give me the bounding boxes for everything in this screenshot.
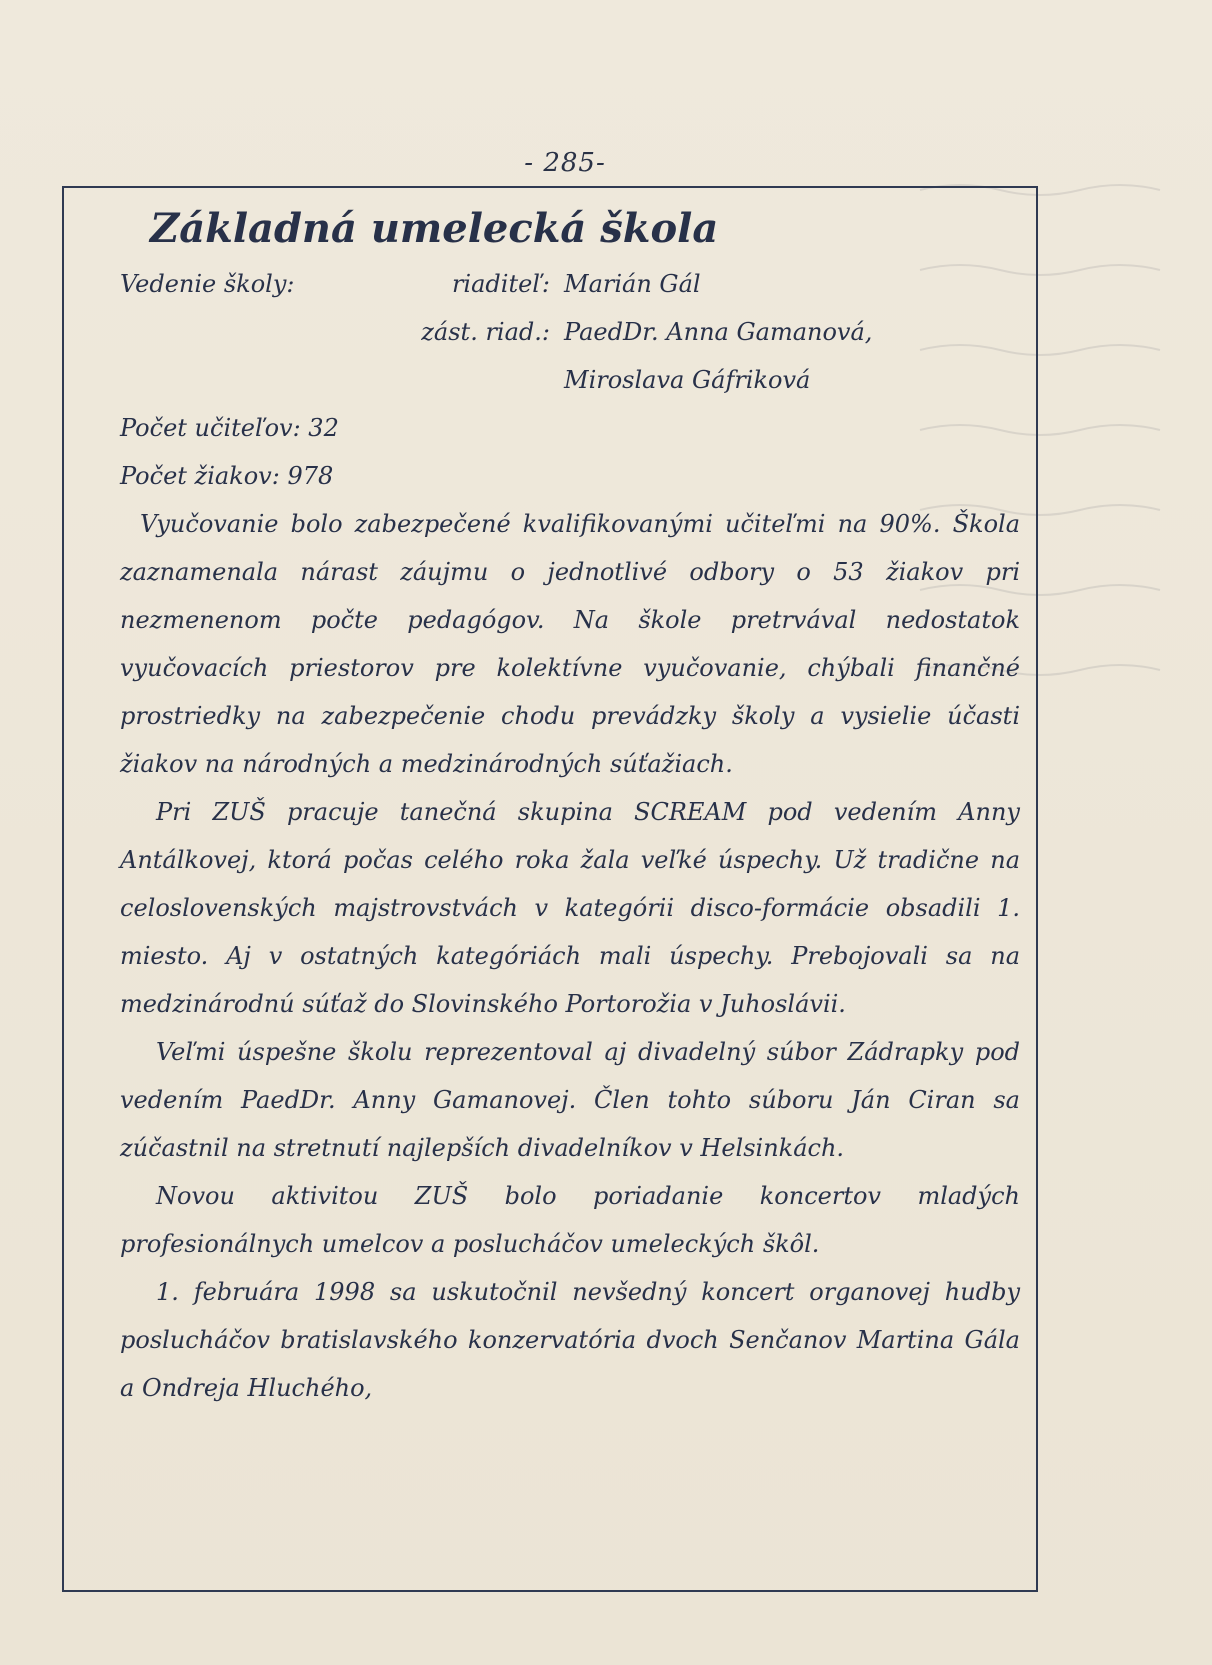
deputy-name-1: PaedDr. Anna Gamanová, [564,318,873,346]
management-row-director [120,260,1020,308]
director-key: riaditeľ: [451,270,550,298]
paragraph-dance-group: Pri ZUŠ pracuje tanečná skupina SCREAM pod vedením Anny Antálkovej, ktorá počas celého roka žala veľké úspechy. Už tradične na celoslovenských majstrovstvách v kategórii disco-formácie obsadili 1. miesto. Aj v ostatných kategóriách mali úspechy. Prebojovali sa na medzinárodnú súťaž do Slovinského Portorožia v Juhoslávii. [120,798,1020,1018]
deputy-key: zást. riad.: [421,318,550,346]
pupils-count: Počet žiakov: 978 [120,462,334,490]
section-title: Základná umelecká škola [150,205,719,252]
deputy-name-2: Miroslava Gáfriková [564,366,811,394]
management-row-deputy-2 [120,356,1020,404]
paragraph-organ-concert: 1. februára 1998 sa uskutočnil nevšedný koncert organovej hudby poslucháčov bratislavského konzervatória dvoch Senčanov Martina Gála a Ondreja Hluchého, [120,1278,1020,1402]
paragraph-concerts: Novou aktivitou ZUŠ bolo poriadanie koncertov mladých profesionálnych umelcov a poslucháčov umeleckých škôl. [120,1182,1020,1258]
director-name: Marián Gál [564,270,701,298]
paragraph-teaching: Vyučovanie bolo zabezpečené kvalifikovanými učiteľmi na 90%. Škola zaznamenala nárast záujmu o jednotlivé odbory o 53 žiakov pri nezmenenom počte pedagógov. Na škole pretrvával nedostatok vyučovacích priestorov pre kolektívne vyučovanie, chýbali finančné prostriedky na zabezpečenie chodu prevádzky školy a vysielie účasti žiakov na národných a medzinárodných súťažiach. [120,510,1020,778]
management-row-deputy [120,308,1020,356]
teachers-count: Počet učiteľov: 32 [120,414,339,442]
page-number: - 285- [524,148,606,178]
management-label: Vedenie školy: [120,270,295,298]
handwritten-content [120,198,1020,1412]
paragraph-theatre: Veľmi úspešne školu reprezentoval aj divadelný súbor Zádrapky pod vedením PaedDr. Anny Gamanovej. Člen tohto súboru Ján Ciran sa zúčastnil na stretnutí najlepších divadelníkov v Helsinkách. [120,1038,1020,1162]
